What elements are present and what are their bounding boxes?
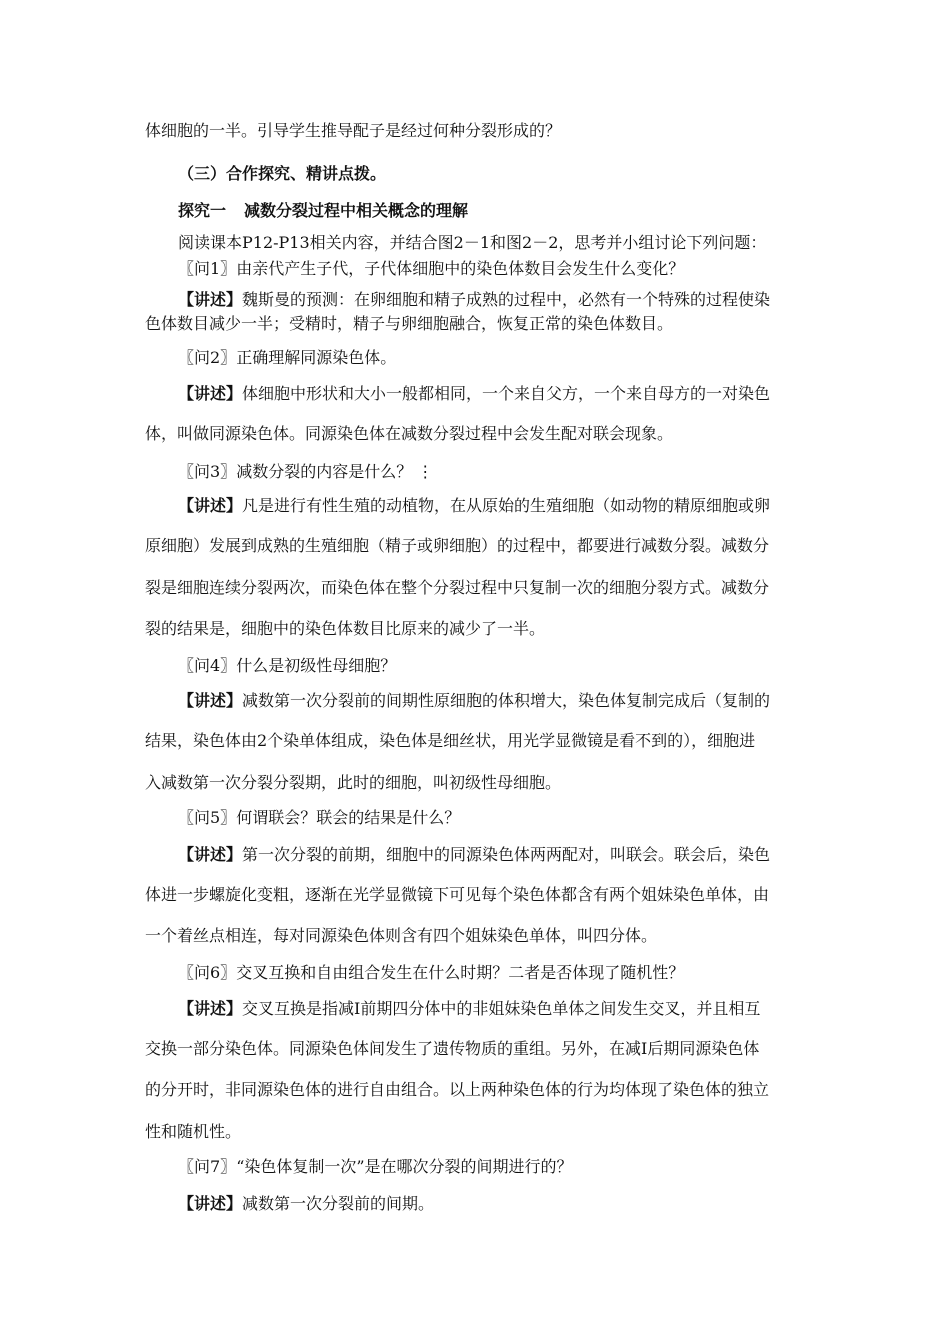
paragraph-line: [0, 1039, 950, 1059]
line-text: “染色体复制一次”是在哪次分裂的间期进行的？: [236, 1157, 573, 1176]
question-line: [0, 462, 950, 482]
paragraph-line: [0, 578, 950, 598]
heading-text: 减数分裂过程中相关概念的理解: [244, 201, 469, 220]
paragraph-line: [0, 536, 950, 556]
line-text: 性和随机性。: [145, 1122, 242, 1141]
question-tag: 〖问7〗: [178, 1157, 237, 1176]
explanation-line: [0, 691, 950, 711]
line-text: 体细胞的一半。引导学生推导配子是经过何种分裂形成的？: [145, 121, 562, 140]
paragraph-line: [0, 1122, 950, 1142]
paragraph-line: [0, 233, 950, 253]
section-heading: [0, 164, 950, 184]
subsection-heading: [0, 201, 950, 221]
line-text: 正确理解同源染色体。: [236, 348, 397, 367]
line-text: 体进一步螺旋化变粗，逐渐在光学显微镜下可见每个染色体都含有两个姐妹染色单体，由: [145, 885, 770, 904]
line-text: 原细胞）发展到成熟的生殖细胞（精子或卵细胞）的过程中，都要进行减数分裂。减数分: [145, 536, 770, 555]
explanation-line: [0, 999, 950, 1019]
explanation-line: [0, 290, 950, 310]
line-text: （三）合作探究、精讲点拨。: [178, 164, 387, 183]
question-tag: 〖问1〗: [178, 259, 237, 278]
explanation-tag: 【讲述】: [178, 290, 243, 309]
paragraph-line: [0, 773, 950, 793]
question-line: [0, 963, 950, 983]
line-text: 色体数目减少一半；受精时，精子与卵细胞融合，恢复正常的染色体数目。: [145, 314, 674, 333]
line-text: 裂是细胞连续分裂两次，而染色体在整个分裂过程中只复制一次的细胞分裂方式。减数分: [145, 578, 770, 597]
line-text: 何谓联会？联会的结果是什么？: [236, 808, 461, 827]
line-text: 体，叫做同源染色体。同源染色体在减数分裂过程中会发生配对联会现象。: [145, 424, 674, 443]
question-tag: 〖问3〗: [178, 462, 237, 481]
paragraph-line: [0, 424, 950, 444]
paragraph-line: [0, 314, 950, 334]
explanation-line: [0, 845, 950, 865]
explanation-line: [0, 496, 950, 516]
paragraph-line: [0, 731, 950, 751]
explanation-tag: 【讲述】: [178, 845, 243, 864]
paragraph-line: [0, 1080, 950, 1100]
line-text: 阅读课本P12-P13相关内容，并结合图2－1和图2－2，思考并小组讨论下列问题：: [178, 233, 767, 252]
explanation-line: [0, 384, 950, 404]
line-text: 减数第一次分裂前的间期性原细胞的体积增大，染色体复制完成后（复制的: [242, 691, 771, 710]
explanation-tag: 【讲述】: [178, 691, 243, 710]
line-text: 由亲代产生子代，子代体细胞中的染色体数目会发生什么变化？: [236, 259, 685, 278]
question-line: [0, 656, 950, 676]
question-line: [0, 348, 950, 368]
line-text: 减数第一次分裂前的间期。: [242, 1194, 435, 1213]
paragraph-line: [0, 121, 950, 141]
line-text: 交换一部分染色体。同源染色体间发生了遗传物质的重组。另外，在减Ⅰ后期同源染色体: [145, 1039, 760, 1058]
line-text: 体细胞中形状和大小一般都相同，一个来自父方，一个来自母方的一对染色: [242, 384, 771, 403]
line-text: 裂的结果是，细胞中的染色体数目比原来的减少了一半。: [145, 619, 546, 638]
line-text: 入减数第一次分裂分裂期，此时的细胞，叫初级性母细胞。: [145, 773, 562, 792]
question-line: [0, 1157, 950, 1177]
question-tag: 〖问5〗: [178, 808, 237, 827]
explanation-tag: 【讲述】: [178, 999, 243, 1018]
line-text: 第一次分裂的前期，细胞中的同源染色体两两配对，叫联会。联会后，染色: [242, 845, 771, 864]
explanation-tag: 【讲述】: [178, 1194, 243, 1213]
explanation-tag: 【讲述】: [178, 384, 243, 403]
line-text: 的分开时，非同源染色体的进行自由组合。以上两种染色体的行为均体现了染色体的独立: [145, 1080, 770, 1099]
explanation-tag: 【讲述】: [178, 496, 243, 515]
question-tag: 〖问6〗: [178, 963, 237, 982]
question-tag: 〖问4〗: [178, 656, 237, 675]
explanation-line: [0, 1194, 950, 1214]
question-line: [0, 808, 950, 828]
paragraph-line: [0, 619, 950, 639]
line-text: 结果，染色体由2个染单体组成，染色体是细丝状，用光学显微镜是看不到的），细胞进: [145, 731, 756, 750]
line-text: 魏斯曼的预测：在卵细胞和精子成熟的过程中，必然有一个特殊的过程使染: [242, 290, 771, 309]
paragraph-line: [0, 926, 950, 946]
line-text: 什么是初级性母细胞？: [236, 656, 397, 675]
paragraph-line: [0, 885, 950, 905]
line-text: 凡是进行有性生殖的动植物，在从原始的生殖细胞（如动物的精原细胞或卵: [242, 496, 771, 515]
heading-label: 探究一: [178, 201, 227, 220]
line-text: 一个着丝点相连，每对同源染色体则含有四个姐妹染色单体，叫四分体。: [145, 926, 658, 945]
line-text: 交叉互换和自由组合发生在什么时期？二者是否体现了随机性？: [236, 963, 685, 982]
question-tag: 〖问2〗: [178, 348, 237, 367]
line-text: 减数分裂的内容是什么？ ⋮: [236, 462, 434, 481]
line-text: 交叉互换是指减Ⅰ前期四分体中的非姐妹染色单体之间发生交叉，并且相互: [242, 999, 761, 1018]
question-line: [0, 259, 950, 279]
